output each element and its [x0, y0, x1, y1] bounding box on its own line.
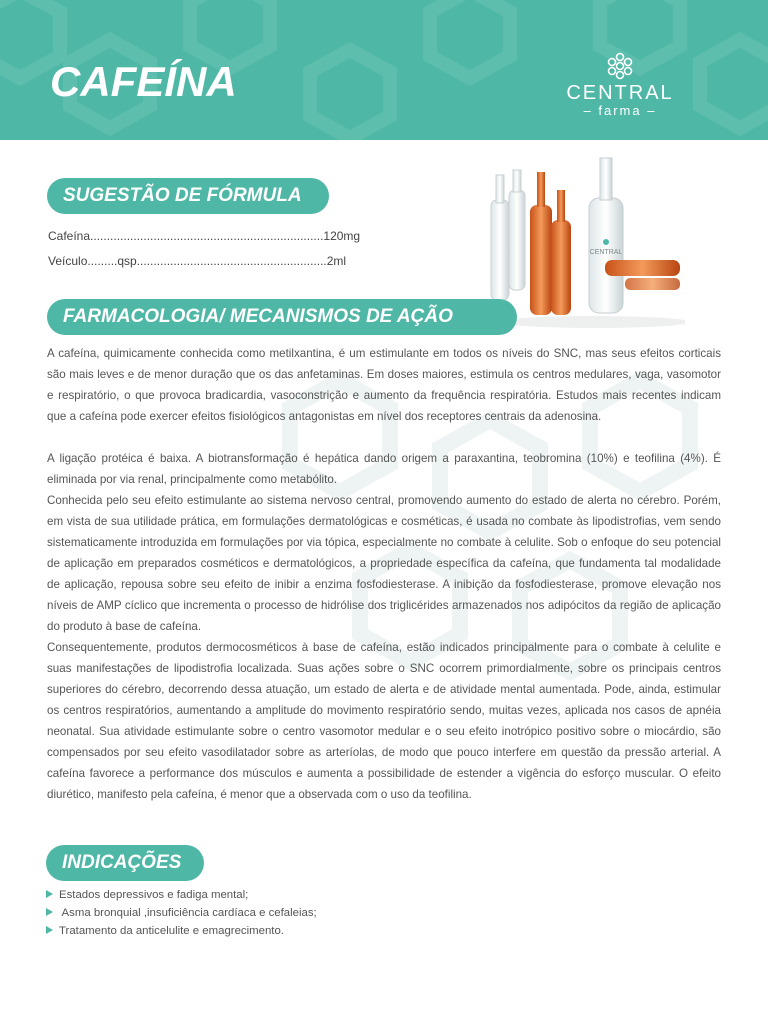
- pharmacology-paragraph-2: A ligação protéica é baixa. A biotransformação é hepática dando origem a paraxantina, teobromina (10%) e teofilina (4%). É eliminada por via renal, principalmente como metabólito.: [47, 452, 721, 486]
- pharmacology-paragraph-4: Consequentemente, produtos dermocosméticos à base de cafeína, estão indicados principalmente para o combate à celulite e suas manifestações de lipodistrofia localizada. Suas ações sobre o SNC ocorrem primordialmente, sobre os principais centros superiores do cérebro, decorrendo dessa atuação, um estado de alerta e de atividade mental aumentada. Pode, ainda, estimular os centros respiratórios, aumentando a amplitude do movimento respiratório sendo, muitas vezes, aplicada nos casos de apnéia neonatal. Sua atividade estimulante sobre o centro vasomotor medular e o seu efeito inotrópico positivo sobre o miocárdio, são compensados por seu efeito vasodilatador sobre as arteríolas, de modo que pouco interfere em questão da pressão arterial. A cafeína favorece a performance dos músculos e aumenta a possibilidade de estender a vigência do esforço muscular. O efeito diurético, manifesto pela cafeína, é menor que a observada com o uso da teofilina.: [47, 641, 721, 801]
- pharmacology-paragraph-1: A cafeína, quimicamente conhecida como metilxantina, é um estimulante em todos os níveis do SNC, mas seus efeitos corticais são mais leves e de menor duração que os das anfetaminas. Em doses maiores, estimula os centros medulares, vaga, vasomotor e respiratório, o que provoca bradicardia, vasoconstrição e aumento da frequência respiratória. Estudos mais recentes indicam que a cafeína pode exercer efeitos fisiológicos antagonistas em nível dos receptores centrais da adenosina.: [47, 347, 721, 423]
- list-item: Asma bronquial ,insuficiência cardíaca e cefaleias;: [46, 904, 317, 922]
- logo-flower-icon: [604, 52, 636, 80]
- formula-line-vehicle: Veículo.........qsp.........................................................2ml: [48, 254, 347, 268]
- formula-section-title: SUGESTÃO DE FÓRMULA: [47, 178, 329, 214]
- bullet-triangle-icon: [46, 908, 53, 916]
- logo-subtitle: – farma –: [583, 103, 657, 118]
- list-item: Tratamento da anticelulite e emagrecimento.: [46, 922, 317, 940]
- bullet-triangle-icon: [46, 926, 53, 934]
- pharmacology-section-title: FARMACOLOGIA/ MECANISMOS DE AÇÃO: [47, 299, 517, 335]
- logo-name: CENTRAL: [566, 82, 674, 104]
- indications-list: [46, 886, 317, 940]
- page-title: CAFEÍNA: [50, 58, 237, 105]
- brand-logo: [560, 52, 680, 132]
- ampoule-label: CENTRAL: [589, 249, 623, 256]
- formula-line-caffeine: Cafeína......................................................................120mg: [48, 229, 361, 243]
- indications-section-title: INDICAÇÕES: [46, 845, 204, 881]
- ampoules-product-image: [485, 150, 685, 330]
- pharmacology-paragraph-3: Conhecida pelo seu efeito estimulante ao sistema nervoso central, promovendo aumento do estado de alerta no cérebro. Porém, em vista de sua utilidade prática, em formulações dermatológicas e cosméticas, é usada no combate às lipodistrofias, vem sendo sistematicamente introduzida em formulações por via tópica, especialmente no combate à celulite. Sob o enfoque do seu potencial de aplicação em preparados cosméticos e dermatológicos, a propriedade específica da cafeína, que fundamenta tal modalidade de aplicação, repousa sobre seu efeito de inibir a enzima fosfodiesterase. A inibição da fosfodiesterase, promove elevação nos níveis de AMP cíclico que incrementa o processo de hidrólise dos triglicérides armazenados nos adipócitos da região de aplicação do produto à base de cafeína.: [47, 494, 721, 633]
- bullet-triangle-icon: [46, 890, 53, 898]
- header-banner: [0, 0, 768, 140]
- list-item: Estados depressivos e fadiga mental;: [46, 886, 317, 904]
